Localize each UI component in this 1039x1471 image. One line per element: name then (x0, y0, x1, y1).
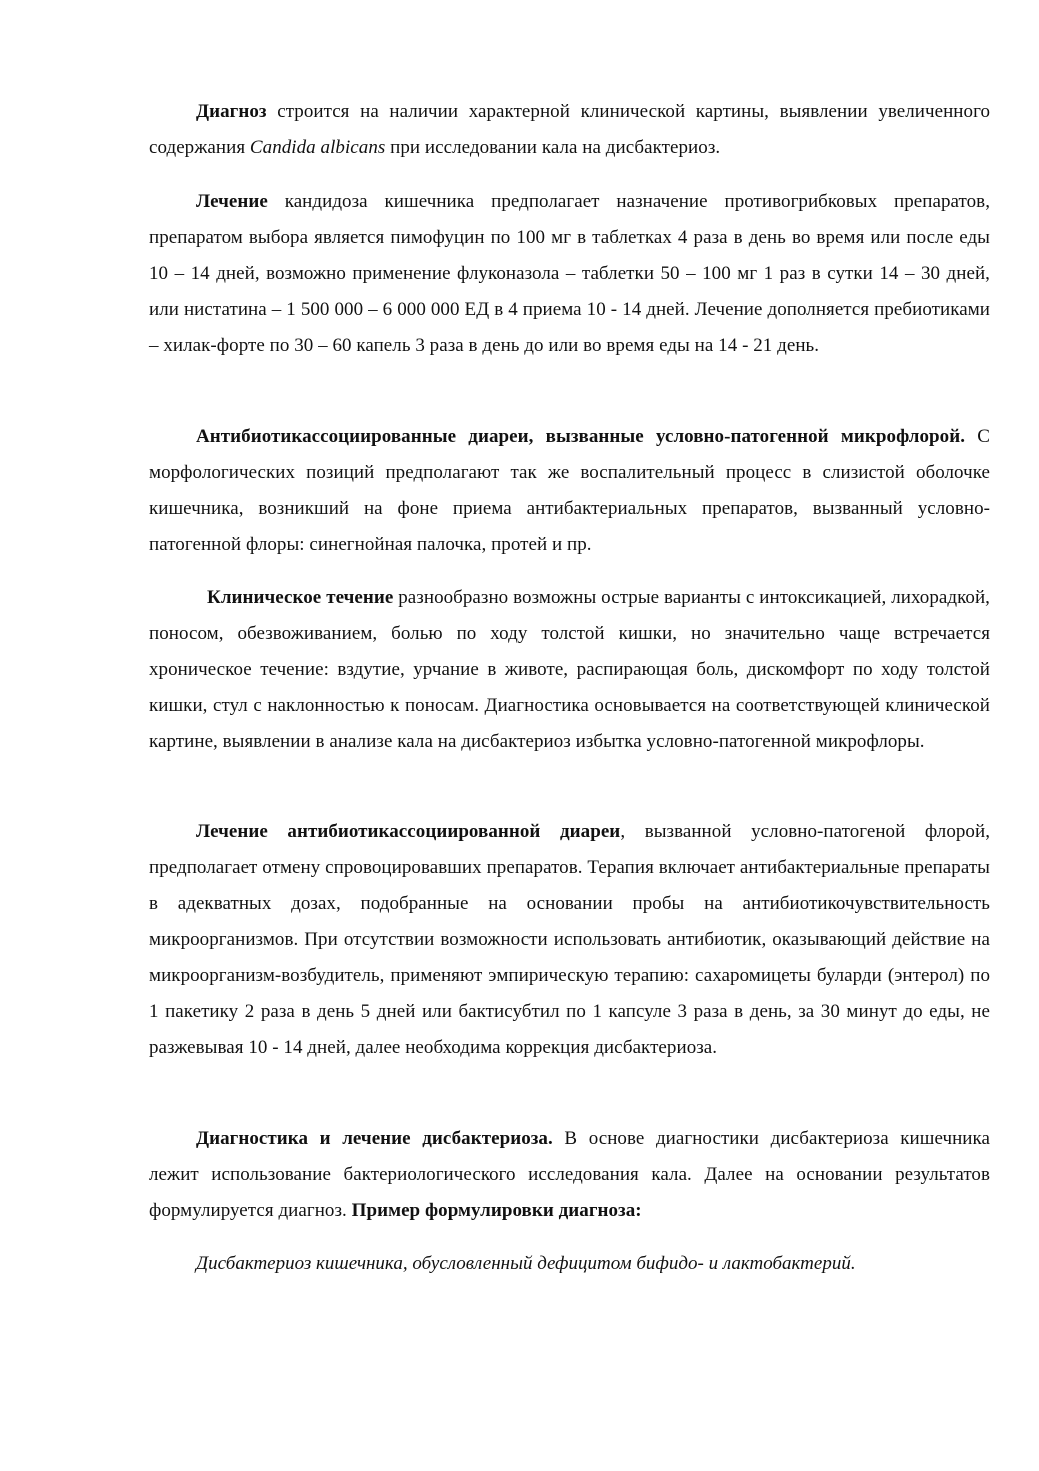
clinical-course-heading: Клиническое течение (207, 587, 394, 608)
clinical-course-text: разнообразно возможны острые варианты с интоксикацией, лихорадкой, поносом, обезвоживанием, болью по ходу толстой кишки, но значительно чаще встречается хроническое течение: вздутие, урчание в животе, распирающая боль, дискомфорт по ходу толстой кишки, стул с наклонностью к поносам. Диагностика основывается на соответствующей клинической картине, выявлении в анализе кала на дисбактериоз избытка условно-патогенной микрофлоры. (149, 587, 990, 752)
antibiotic-diarrhea-text: С морфологических позиций предполагают так же воспалительный процесс в слизистой оболочке кишечника, возникший на фоне приема антибактериальных препаратов, вызванный условно-патогенной флоры: синегнойная палочка, протей и пр. (149, 426, 991, 555)
candida-species-name: Candida albicans (249, 137, 386, 158)
paragraph-dysbacteriosis-text (149, 1121, 990, 1229)
diarrhea-treatment-heading: Лечение антибиотикассоциированной диареи (196, 821, 621, 842)
paragraph-antibiotic-diarrhea-text (149, 419, 990, 563)
diagnosis-example-label: Пример формулировки диагноза: (351, 1200, 642, 1221)
paragraph-antibiotic-diarrhea (149, 419, 990, 563)
dysbacteriosis-text: В основе диагностики дисбактериоза кишечника лежит использование бактериологического исследования кала. Далее на основании результатов формулируется диагноз. (149, 1128, 990, 1221)
paragraph-diarrhea-treatment-text (149, 814, 990, 1066)
antibiotic-diarrhea-heading: Антибиотикассоциированные диареи, вызванные условно-патогенной микрофлорой. (196, 426, 966, 447)
treatment-text: кандидоза кишечника предполагает назначение противогрибковых препаратов, препаратом выбора является пимофуцин по 100 мг в таблетках 4 раза в день во время или после еды 10 – 14 дней, возможно применение флуконазола – таблетки 50 – 100 мг 1 раз в сутки 14 – 30 дней, или нистатина – 1 500 000 – 6 000 000 ЕД в 4 приема 10 - 14 дней. Лечение дополняется пребиотиками – хилак-форте по 30 – 60 капель 3 раза в день до или во время еды на 14 - 21 день. (149, 191, 990, 356)
diagnosis-heading: Диагноз (196, 101, 267, 122)
diarrhea-treatment-text: , вызванной условно-патогеной флорой, предполагает отмену спровоцировавших препаратов. Терапия включает антибактериальные препараты в адекватных дозах, подобранные на основании пробы на антибиотикочувствительность микроорганизмов. При отсутствии возможности использовать антибиотик, оказывающий действие на микроорганизм-возбудитель, применяют эмпирическую терапию: сахаромицеты буларди (энтерол) по 1 пакетику 2 раза в день 5 дней или бактисубтил по 1 капсуле 3 раза в день, за 30 минут до еды, не разжевывая 10 - 14 дней, далее необходима коррекция дисбактериоза. (149, 821, 990, 1058)
paragraph-diagnosis-text (149, 94, 990, 166)
diagnosis-text-2: при исследовании кала на дисбактериоз. (385, 137, 721, 158)
paragraph-diagnosis (149, 94, 990, 166)
diagnosis-text-1: строится на наличии характерной клинической картины, выявлении увеличенного содержания (149, 101, 990, 158)
paragraph-clinical-course (149, 580, 990, 760)
paragraph-candidiasis-treatment-text (149, 184, 990, 364)
diagnosis-example (149, 1246, 990, 1282)
dysbacteriosis-heading: Диагностика и лечение дисбактериоза. (196, 1128, 553, 1149)
treatment-heading: Лечение (196, 191, 268, 212)
paragraph-diarrhea-treatment (149, 814, 990, 1066)
paragraph-clinical-course-text (149, 580, 990, 760)
diagnosis-example-text: Дисбактериоз кишечника, обусловленный дефицитом бифидо- и лактобактерий. (196, 1253, 856, 1274)
paragraph-candidiasis-treatment (149, 184, 990, 364)
paragraph-dysbacteriosis (149, 1121, 990, 1229)
